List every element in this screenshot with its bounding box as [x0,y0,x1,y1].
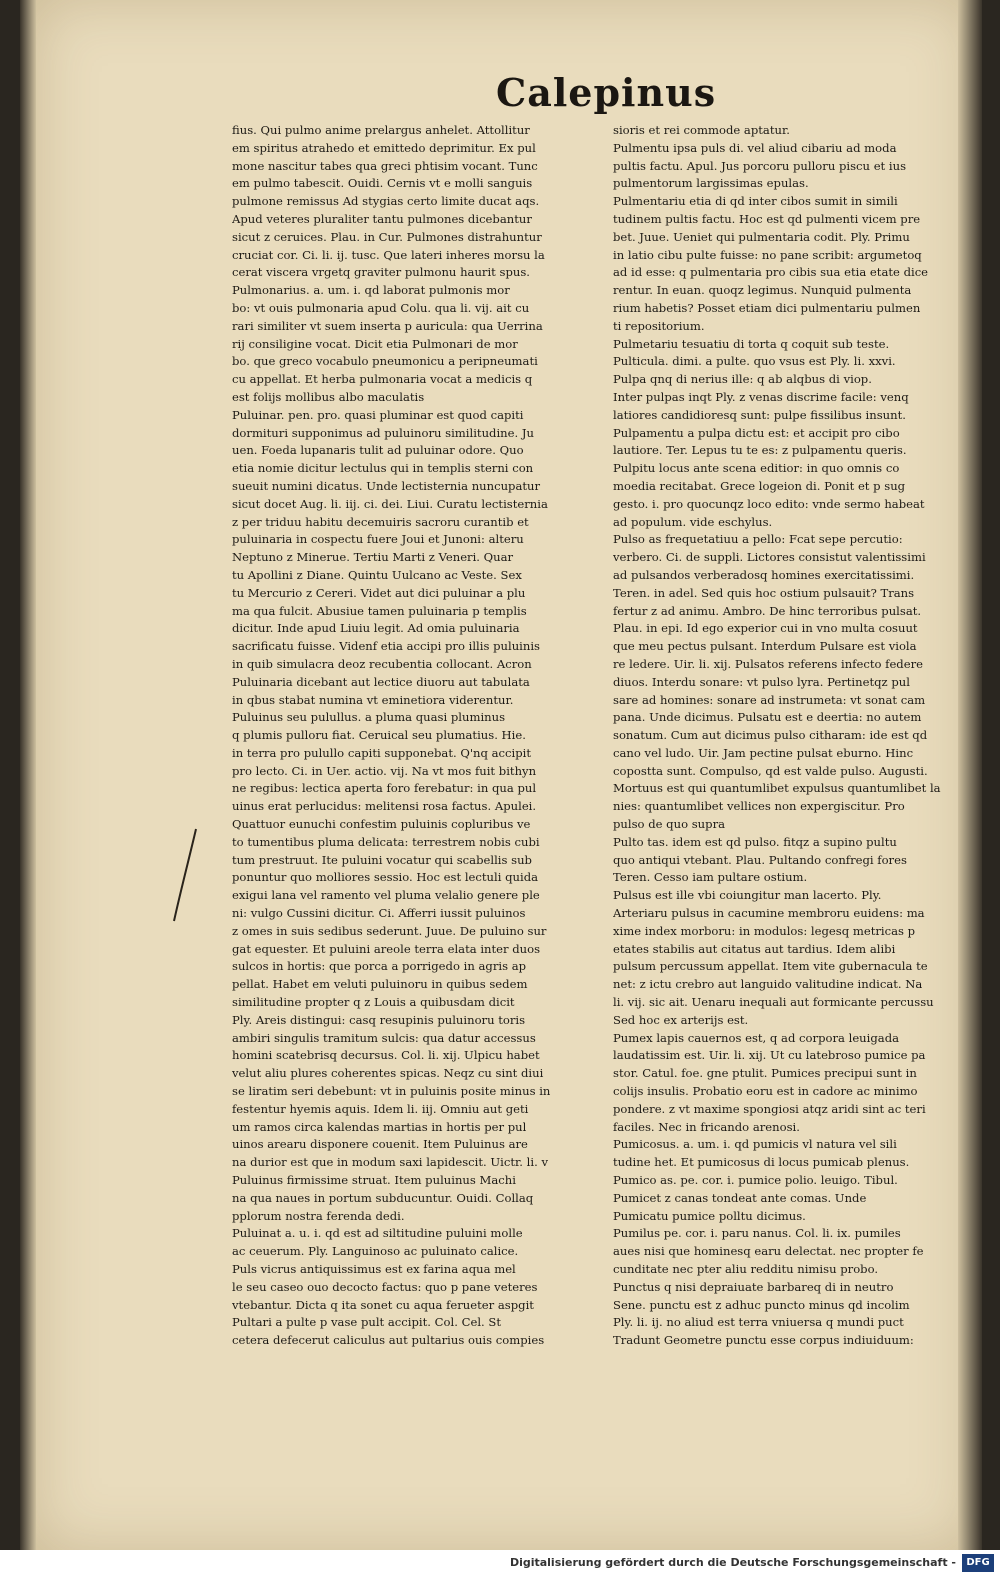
text-line: laudatissim est. Uir. li. xij. Ut cu latebroso pumice pa [613,1048,926,1063]
running-head: Calepinus [496,70,717,115]
text-line: bo. que greco vocabulo pneumonicu a peripneumati [232,354,538,369]
text-line: sacrificatu fuisse. Videnf etia accipi pro illis puluinis [232,639,540,654]
text-line: tudinem pultis factu. Hoc est qd pulmenti vicem pre [613,211,921,226]
text-line: Mortuus est qui quantumlibet expulsus quantumlibet la [613,781,941,796]
text-line: cruciat cor. Ci. li. ij. tusc. Que lateri inheres morsu la [232,247,545,262]
text-line: mone nascitur tabes qua greci phtisim vocant. Tunc [232,158,538,173]
text-line: colijs insulis. Probatio eoru est in cadore ac minimo [613,1084,918,1099]
text-line: sioris et rei commode aptatur. [613,123,790,137]
text-line: Puluinat a. u. i. qd est ad siltitudine puluini molle [232,1226,523,1241]
text-line: bo: vt ouis pulmonaria apud Colu. qua li. vij. ait cu [232,300,530,315]
text-line: em pulmo tabescit. Ouidi. Cernis vt e molli sanguis [232,176,533,191]
text-line: cetera defecerut caliculus aut pultarius ouis compies [232,1333,545,1348]
text-line: Pumicatu pumice polltu dicimus. [613,1208,806,1223]
text-line: to tumentibus pluma delicata: terrestrem nobis cubi [232,834,540,849]
text-line: Punctus q nisi depraiuate barbareq di in neutro [613,1279,894,1294]
footer-credit: Digitalisierung gefördert durch die Deutsche Forschungsgemeinschaft - [509,1556,956,1569]
page-edge-left [20,0,36,1550]
text-line: se liratim seri debebunt: vt in puluinis posite minus in [232,1084,551,1099]
text-line: ad pulsandos verberadosq homines exercitatissimi. [613,567,915,582]
text-line: festentur hyemis aquis. Idem li. iij. Omniu aut geti [232,1101,529,1116]
text-line: nies: quantumlibet vellices non expergiscitur. Pro [613,799,905,814]
text-line: Pulmonarius. a. um. i. qd laborat pulmonis mor [232,283,510,298]
dfg-logo: DFG [962,1554,994,1572]
text-line: Pumicosus. a. um. i. qd pumicis vl natura vel sili [613,1137,897,1152]
text-line: ad populum. vide eschylus. [613,514,773,529]
text-line: in terra pro pulullo capiti supponebat. Q'nq accipit [232,745,532,760]
text-line: sulcos in hortis: que porca a porrigedo in agris ap [232,959,527,974]
text-line: verbero. Ci. de suppli. Lictores consistut valentissimi [613,550,926,565]
text-line: q plumis pulloru fiat. Ceruical seu plumatius. Hie. [232,728,526,743]
text-line: sare ad homines: sonare ad instrumeta: vt sonat cam [613,692,926,707]
text-line: z per triduu habitu decemuiris sacroru curantib et [232,514,529,529]
text-line: Pumex lapis cauernos est, q ad corpora leuigada [613,1030,900,1045]
text-line: bet. Juue. Ueniet qui pulmentaria codit. Ply. Primu [613,229,910,244]
text-line: re ledere. Uir. li. xij. Pulsatos referens infecto federe [613,656,923,671]
text-line: in latio cibu pulte fuisse: no pane scribit: argumetoq [613,247,922,262]
text-line: ambiri singulis tramitum sulcis: qua datur accessus [232,1030,536,1045]
text-line: tu Mercurio z Cereri. Videt aut dici puluinar a plu [232,585,526,600]
margin-pen-stroke [170,825,200,925]
text-line: tum prestruut. Ite puluini vocatur qui scabellis sub [232,852,532,867]
text-line: rij consiligine vocat. Dicit etia Pulmonari de mor [232,336,518,351]
text-line: puluinaria in cospectu fuere Joui et Junoni: alteru [232,532,524,547]
text-line: Pumicet z canas tondeat ante comas. Unde [613,1190,867,1205]
text-line: tu Apollini z Diane. Quintu Uulcano ac Veste. Sex [232,567,522,582]
text-line: homini scatebrisq decursus. Col. li. xij. Ulpicu habet [232,1048,540,1063]
text-line: ac ceuerum. Ply. Languinoso ac puluinato calice. [232,1244,519,1259]
text-line: xime index morboru: in modulos: legesq metricas p [613,923,916,938]
text-line: Pultari a pulte p vase pult accipit. Col. Cel. St [232,1315,501,1330]
text-line: ad id esse: q pulmentaria pro cibis sua etia etate dice [613,265,929,280]
text-line: pultis factu. Apul. Jus porcoru pulloru piscu et ius [613,158,907,173]
text-line: dicitur. Inde apud Liuiu legit. Ad omia puluinaria [232,621,520,636]
text-line: lautiore. Ter. Lepus tu te es: z pulpamentu queris. [613,443,907,458]
text-line: Inter pulpas inqt Ply. z venas discrime facile: venq [613,389,909,404]
text-line: ti repositorium. [613,318,705,333]
text-line: cano vel ludo. Uir. Jam pectine pulsat eburno. Hinc [613,745,914,760]
text-line: ni: vulgo Cussini dicitur. Ci. Afferri iussit puluinos [232,906,526,921]
text-line: etates stabilis aut citatus aut tardius. Idem alibi [613,941,896,956]
text-line: est folijs mollibus albo maculatis [232,389,425,404]
text-line: tudine het. Et pumicosus di locus pumicab plenus. [613,1155,910,1170]
text-line: rium habetis? Posset etiam dici pulmentariu pulmen [613,300,921,315]
text-line: Puluinus firmissime struat. Item puluinus Machi [232,1173,516,1188]
text-line: Pumilus pe. cor. i. paru nanus. Col. li. ix. pumiles [613,1226,901,1241]
text-line: latiores candidioresq sunt: pulpe fissilibus insunt. [613,407,906,422]
text-line: etia nomie dicitur lectulus qui in templis sterni con [232,461,534,476]
text-line: copostta sunt. Compulso, qd est valde pulso. Augusti. [613,763,928,778]
text-line: cerat viscera vrgetq graviter pulmonu haurit spus. [232,265,530,280]
text-line: ponuntur quo molliores sessio. Hoc est lectuli quida [232,870,539,885]
text-line: rentur. In euan. quoqz legimus. Nunquid pulmenta [613,283,912,298]
text-line: faciles. Nec in fricando arenosi. [613,1119,800,1134]
text-line: Pumico as. pe. cor. i. pumice polio. leuigo. Tibul. [613,1173,898,1188]
text-line: Pulpamentu a pulpa dictu est: et accipit pro cibo [613,425,900,440]
text-line: Neptuno z Minerue. Tertiu Marti z Veneri. Quar [232,550,514,565]
text-line: Pulmentu ipsa puls di. vel aliud cibariu ad moda [613,140,897,155]
text-line: cu appellat. Et herba pulmonaria vocat a medicis q [232,372,533,387]
text-line: Plau. in epi. Id ego experior cui in vno multa cosuut [613,621,918,636]
text-line: uen. Foeda lupanaris tulit ad puluinar odore. Quo [232,443,524,458]
text-line: pondere. z vt maxime spongiosi atqz aridi sint ac teri [613,1101,926,1116]
text-line: aues nisi que hominesq earu delectat. nec propter fe [613,1244,924,1259]
text-line: rari similiter vt suem inserta p auricula: qua Uerrina [232,318,543,333]
text-line: vtebantur. Dicta q ita sonet cu aqua ferueter aspgit [232,1297,534,1312]
text-line: Pulmentariu etia di qd inter cibos sumit in simili [613,194,898,209]
text-line: exigui lana vel ramento vel pluma velalio genere ple [232,888,540,903]
text-line: Tradunt Geometre punctu esse corpus indiuiduum: [613,1333,914,1348]
text-line: similitudine propter q z Louis a quibusdam dicit [232,995,515,1010]
text-line: Pulto tas. idem est qd pulso. fitqz a supino pultu [613,834,897,849]
text-line: sicut docet Aug. li. iij. ci. dei. Liui. Curatu lectisternia [232,496,548,511]
text-line: uinos arearu disponere couenit. Item Puluinus are [232,1137,528,1152]
text-line: Teren. Cesso iam pultare ostium. [613,870,808,885]
digitization-footer [0,1550,1000,1577]
text-line: cunditate nec pter aliu redditu nimisu probo. [613,1262,879,1276]
text-line: Quattuor eunuchi confestim puluinis copluribus ve [232,817,531,832]
text-line: uinus erat perlucidus: melitensi rosa factus. Apulei. [232,799,537,814]
text-line: sonatum. Cum aut dicimus pulso citharam: ide est qd [613,728,928,743]
text-line: diuos. Interdu sonare: vt pulso lyra. Pertinetqz pul [613,674,910,689]
text-line: Sene. punctu est z adhuc puncto minus qd incolim [613,1297,910,1312]
text-line: pellat. Habet em veluti puluinoru in quibus sedem [232,977,528,992]
text-line: na durior est que in modum saxi lapidescit. Uictr. li. v [232,1155,549,1170]
text-line: Teren. in adel. Sed quis hoc ostium pulsauit? Trans [613,585,915,600]
text-line: Arteriaru pulsus in cacumine membroru euidens: ma [613,906,925,921]
text-line: gat equester. Et puluini areole terra elata inter duos [232,941,541,956]
text-line: in qbus stabat numina vt eminetiora viderentur. [232,692,514,707]
text-line: em spiritus atrahedo et emittedo deprimitur. Ex pul [232,140,536,155]
text-line: Puls vicrus antiquissimus est ex farina aqua mel [232,1262,516,1276]
text-line: Pulpa qnq di nerius ille: q ab alqbus di viop. [613,372,872,387]
text-line: que meu pectus pulsant. Interdum Pulsare est viola [613,639,917,654]
text-line: quo antiqui vtebant. Plau. Pultando confregi fores [613,852,907,867]
text-line: Pulso as frequetatiuu a pello: Fcat sepe percutio: [613,532,903,547]
text-line: Pulticula. dimi. a pulte. quo vsus est Ply. li. xxvi. [613,354,896,369]
text-line: pulmone remissus Ad stygias certo limite ducat aqs. [232,194,540,209]
text-line: stor. Catul. foe. gne ptulit. Pumices precipui sunt in [613,1066,917,1081]
text-line: li. vij. sic ait. Uenaru inequali aut formicante percussu [613,995,934,1010]
text-line: pulmentorum largissimas epulas. [613,176,809,191]
text-line: Puluinus seu pulullus. a pluma quasi pluminus [232,710,506,725]
text-line: Ply. li. ij. no aliud est terra vniuersa q mundi puct [613,1315,904,1330]
text-line: fertur z ad animu. Ambro. De hinc terroribus pulsat. [613,603,922,618]
left-text-column [232,122,582,1350]
text-line: Pulmetariu tesuatiu di torta q coquit sub teste. [613,336,890,351]
text-line: pplorum nostra ferenda dedi. [232,1208,405,1223]
text-line: net: z ictu crebro aut languido valitudine indicat. Na [613,977,923,992]
text-line: ne regibus: lectica aperta foro ferebatur: in qua pul [232,781,537,796]
text-line: le seu caseo ouo decocto factus: quo p pane veteres [232,1279,538,1294]
right-text-column [613,122,983,1350]
text-line: gesto. i. pro quocunqz loco edito: vnde sermo habeat [613,496,925,511]
text-line: in quib simulacra deoz recubentia collocant. Acron [232,656,532,671]
text-line: pulsum percussum appellat. Item vite gubernacula te [613,959,928,974]
text-line: velut aliu plures coherentes spicas. Neqz cu sint diui [232,1066,544,1081]
text-line: ma qua fulcit. Abusiue tamen puluinaria p templis [232,603,527,618]
text-line: fius. Qui pulmo anime prelargus anhelet. Attollitur [232,123,530,137]
text-line: um ramos circa kalendas martias in hortis per pul [232,1119,527,1134]
text-line: sicut z ceruices. Plau. in Cur. Pulmones distrahuntur [232,229,542,244]
text-line: dormituri supponimus ad puluinoru similitudine. Ju [232,425,534,440]
text-line: na qua naues in portum subducuntur. Ouidi. Collaq [232,1190,534,1205]
text-line: Ply. Areis distingui: casq resupinis puluinoru toris [232,1012,526,1027]
text-line: sueuit numini dicatus. Unde lectisternia nuncupatur [232,478,541,493]
text-line: pulso de quo supra [613,817,726,832]
text-line: Sed hoc ex arterijs est. [613,1012,749,1027]
text-line: pana. Unde dicimus. Pulsatu est e deertia: no autem [613,710,922,725]
text-line: Pulpitu locus ante scena editior: in quo omnis co [613,461,900,476]
text-line: moedia recitabat. Grece logeion di. Ponit et p sug [613,478,906,493]
text-line: Apud veteres pluraliter tantu pulmones dicebantur [232,211,532,226]
text-line: Puluinaria dicebant aut lectice diuoru aut tabulata [232,674,530,689]
text-line: pro lecto. Ci. in Uer. actio. vij. Na vt mos fuit bithyn [232,763,537,778]
text-line: Pulsus est ille vbi coiungitur man lacerto. Ply. [613,888,882,903]
text-line: z omes in suis sedibus sederunt. Juue. De puluino sur [232,923,547,938]
text-line: Puluinar. pen. pro. quasi pluminar est quod capiti [232,407,524,422]
